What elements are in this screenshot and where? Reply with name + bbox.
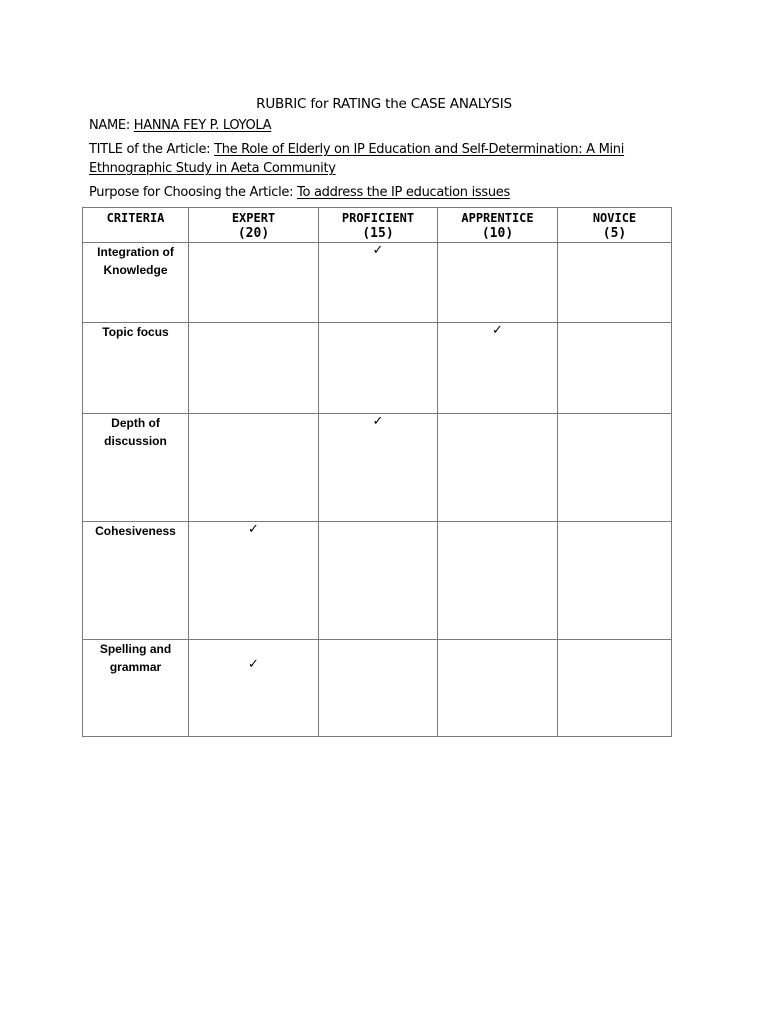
header-criteria: CRITERIA xyxy=(83,208,189,243)
rating-cell-proficient xyxy=(319,640,438,737)
check-icon: ✓ xyxy=(372,243,384,258)
article-title-value: The Role of Elderly on IP Education and Self-Determination: A Mini Ethnographic Study in Aeta Community xyxy=(89,142,625,176)
rating-cell-expert xyxy=(189,323,319,414)
criterion-cell: Integration of Knowledge xyxy=(83,243,189,323)
criterion-cell: Cohesiveness xyxy=(83,522,189,640)
header-apprentice-points: (10) xyxy=(481,226,514,241)
name-label: NAME: xyxy=(89,118,134,133)
header-novice-points: (5) xyxy=(602,226,627,241)
check-icon: ✓ xyxy=(492,323,503,338)
header-novice: NOVICE (5) xyxy=(558,208,672,243)
rating-cell-apprentice xyxy=(438,414,558,522)
criterion-cell: Depth of discussion xyxy=(83,414,189,522)
name-field xyxy=(89,116,271,135)
table-row xyxy=(83,414,672,522)
header-proficient: PROFICIENT (15) xyxy=(319,208,438,243)
article-title-field xyxy=(89,140,649,178)
rating-cell-novice xyxy=(558,243,672,323)
purpose-field xyxy=(89,183,510,202)
header-row xyxy=(83,208,672,243)
rating-cell-expert xyxy=(189,243,319,323)
rating-cell-expert xyxy=(189,640,319,737)
rating-cell-apprentice xyxy=(438,243,558,323)
criterion-cell: Spelling and grammar xyxy=(83,640,189,737)
check-icon: ✓ xyxy=(248,522,259,537)
rating-cell-proficient xyxy=(319,522,438,640)
header-expert-points: (20) xyxy=(237,226,270,241)
table-row xyxy=(83,640,672,737)
rating-cell-novice xyxy=(558,522,672,640)
rating-cell-novice xyxy=(558,640,672,737)
check-icon: ✓ xyxy=(248,657,259,672)
table-row xyxy=(83,522,672,640)
rating-cell-proficient xyxy=(319,243,438,323)
table-row xyxy=(83,243,672,323)
purpose-label: Purpose for Choosing the Article: xyxy=(89,185,298,200)
rubric-table xyxy=(82,207,672,737)
name-value: HANNA FEY P. LOYOLA xyxy=(133,118,272,133)
header-apprentice: APPRENTICE (10) xyxy=(438,208,558,243)
rating-cell-expert xyxy=(189,522,319,640)
rating-cell-novice xyxy=(558,414,672,522)
rating-cell-expert xyxy=(189,414,319,522)
header-proficient-points: (15) xyxy=(362,226,394,241)
purpose-value: To address the IP education issues xyxy=(297,185,510,200)
table-row xyxy=(83,323,672,414)
rating-cell-apprentice xyxy=(438,323,558,414)
criterion-cell: Topic focus xyxy=(83,323,189,414)
document-heading: RUBRIC for RATING the CASE ANALYSIS xyxy=(256,96,512,112)
rating-cell-proficient xyxy=(319,414,438,522)
rating-cell-novice xyxy=(558,323,672,414)
header-expert: EXPERT (20) xyxy=(189,208,319,243)
rating-cell-apprentice xyxy=(438,640,558,737)
check-icon: ✓ xyxy=(372,414,384,429)
rating-cell-apprentice xyxy=(438,522,558,640)
article-title-label: TITLE of the Article: xyxy=(89,142,215,157)
rating-cell-proficient xyxy=(319,323,438,414)
